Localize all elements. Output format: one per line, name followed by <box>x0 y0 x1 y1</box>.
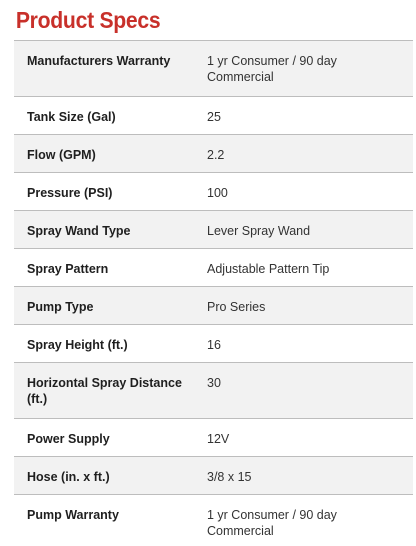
page-title: Product Specs <box>15 7 161 33</box>
specs-table <box>14 40 413 546</box>
table-row <box>14 249 413 287</box>
table-row <box>14 135 413 173</box>
spec-label: Hose (in. x ft.) <box>14 457 194 495</box>
spec-label: Spray Wand Type <box>14 211 194 249</box>
spec-label: Pump Warranty <box>14 495 194 546</box>
table-row <box>14 287 413 325</box>
spec-value: Lever Spray Wand <box>194 211 413 249</box>
spec-label: Power Supply <box>14 419 194 457</box>
table-row <box>14 325 413 363</box>
table-row <box>14 495 413 546</box>
spec-value: 25 <box>194 97 413 135</box>
spec-label: Spray Height (ft.) <box>14 325 194 363</box>
spec-label: Horizontal Spray Distance (ft.) <box>14 363 194 419</box>
spec-value: 3/8 x 15 <box>194 457 413 495</box>
spec-value: 12V <box>194 419 413 457</box>
spec-label: Manufacturers Warranty <box>14 41 194 97</box>
spec-value: 16 <box>194 325 413 363</box>
spec-value: Pro Series <box>194 287 413 325</box>
table-row <box>14 363 413 419</box>
spec-value: 2.2 <box>194 135 413 173</box>
table-row <box>14 173 413 211</box>
table-row <box>14 97 413 135</box>
spec-value: 100 <box>194 173 413 211</box>
spec-value: 1 yr Consumer / 90 day Commercial <box>194 495 413 546</box>
table-row <box>14 457 413 495</box>
spec-label: Flow (GPM) <box>14 135 194 173</box>
spec-value: 1 yr Consumer / 90 day Commercial <box>194 41 413 97</box>
table-row <box>14 211 413 249</box>
spec-label: Spray Pattern <box>14 249 194 287</box>
spec-value: 30 <box>194 363 413 419</box>
spec-value: Adjustable Pattern Tip <box>194 249 413 287</box>
table-row <box>14 41 413 97</box>
spec-label: Pump Type <box>14 287 194 325</box>
spec-label: Pressure (PSI) <box>14 173 194 211</box>
spec-label: Tank Size (Gal) <box>14 97 194 135</box>
table-row <box>14 419 413 457</box>
